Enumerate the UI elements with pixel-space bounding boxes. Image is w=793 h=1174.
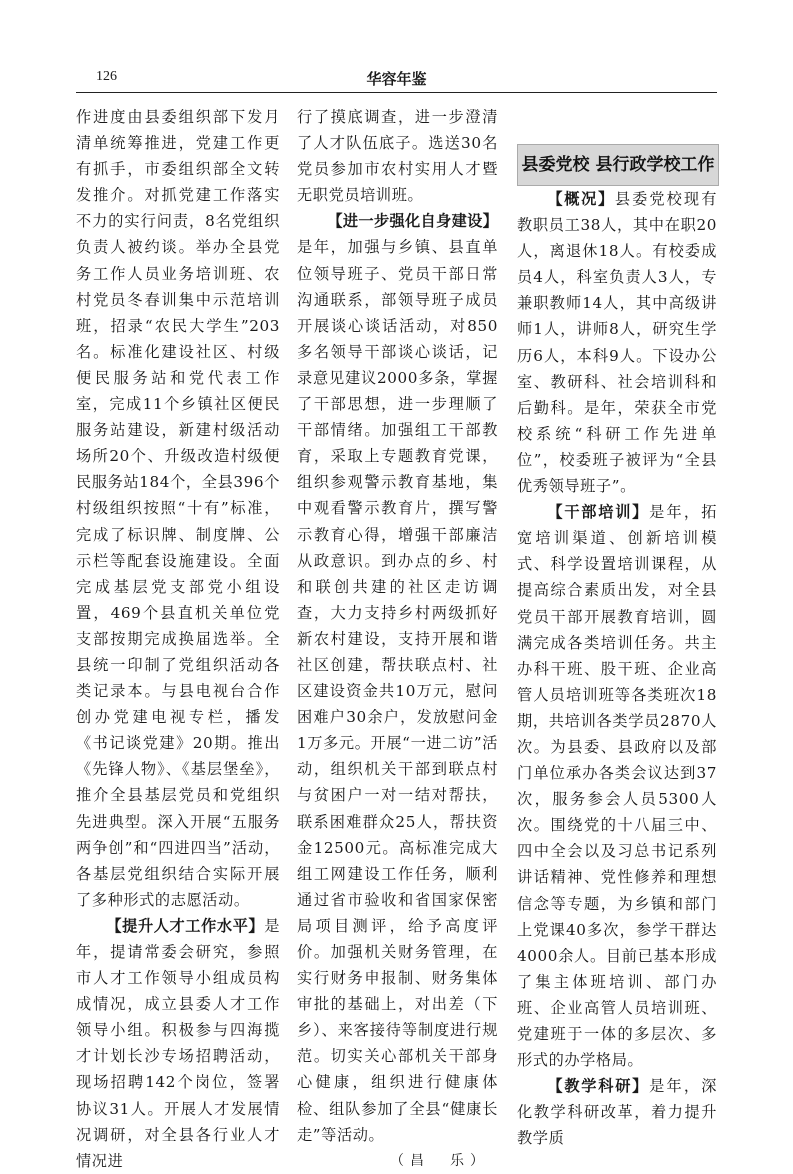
paragraph-text: 是年，提请常委会研究，参照市人才工作领导小组成员构成情况，成立县委人才工作领导小组。积极参与四海揽才计划长沙专场招聘活动，现场招聘142个岗位，签署协议31人。开展人才发展情况调研，对全县各行业人才情况进: [76, 916, 280, 1170]
paragraph: [517, 499, 717, 1073]
running-title: 华容年鉴: [366, 70, 427, 88]
paragraph: 行了摸底调查，进一步澄清了人才队伍底子。选送30名党员参加市农村实用人才暨无职党员培训班。: [297, 108, 498, 205]
section-keyword: 【进一步强化自身建设】: [327, 212, 498, 231]
section-keyword: 【提升人才工作水平】: [106, 916, 265, 935]
header-rule: [76, 92, 717, 93]
paragraph-text: 是年，深化教学科研改革，着力提升教学质: [517, 1077, 717, 1148]
section-title-box: 县委党校 县行政学校工作: [517, 144, 719, 186]
paragraph: [517, 1073, 717, 1151]
paragraph-text: 县委党校现有教职员工38人，其中在职20人，离退休18人。有校委成员4人，科室负责人3人，专兼职教师14人，其中高级讲师1人，讲师8人，研究生学历6人，本科9人。下设办公室、教研科、社会培训科和后勤科。是年，荣获全市党校系统“科研工作先进单位”，校委班子被评为“全县优秀领导班子”。: [517, 190, 717, 496]
paragraph: [297, 208, 498, 1147]
paragraph-text: 是年，加强与乡镇、县直单位领导班子、党员干部日常沟通联系，部领导班子成员开展谈心谈话活动，对850多名领导干部谈心谈话，记录意见建议2000多条，掌握了干部思想，进一步理顺了干部情绪。加强组工干部教育，采取上专题教育党课，组织参观警示教育基地，集中观看警示教育片，撰写警示教育心得，增强干部廉洁从政意识。到办点的乡、村和联创共建的社区走访调查，大力支持乡村两级抓好新农村建设，支持开展和谐社区创建，帮扶联点村、社区建设资金共10万元，慰问困难户30余户，发放慰问金1万多元。开展“一进二访”活动，组织机关干部到联点村与贫困户一对一结对帮扶，联系困难群众25人，帮扶资金12500元。高标准完成大组工网建设工作任务，顺利通过省市验收和省国家保密局项目测评，给予高度评价。加强机关财务管理，在实行财务申报制、财务集体审批的基础上，对出差（下乡）、来客接待等制度进行规范。切实关心部机关干部身心健康，组织进行健康体检、组队参加了全县“健康长走”等活动。: [297, 238, 498, 1144]
section-keyword: 【教学科研】: [547, 1077, 650, 1096]
column-1: [76, 104, 280, 1174]
paragraph: 作进度由县委组织部下发月清单统筹推进，党建工作更有抓手，市委组织部全文转发推介。对抓党建工作落实不力的实行问责，8名党组织负责人被约谈。举办全县党务工作人员业务培训班、农村党员冬春训集中示范培训班，招录“农民大学生”203名。标准化建设社区、村级便民服务站和党代表工作室，完成11个乡镇社区便民服务站建设，新建村级活动场所20个、升级改造村级便民服务站184个，全县396个村级组织按照“十有”标准，完成了标识牌、制度牌、公示栏等配套设施建设。全面完成基层党支部党小组设置，469个县直机关单位党支部按期完成换届选举。全县统一印制了党组织活动各类记录本。与县电视台合作创办党建电视专栏，播发《书记谈党建》20期。推出《先锋人物》、《基层堡垒》，推介全县基层党员和党组织先进典型。深入开展“五服务两争创”和“四进四当”活动，各基层党组织结合实际开展了多种形式的志愿活动。: [76, 108, 280, 909]
column-3: [517, 104, 717, 1151]
paragraph: [76, 913, 280, 1174]
section-keyword: 【概况】: [547, 190, 615, 208]
paragraph-text: 是年，拓宽培训渠道、创新培训模式、科学设置培训课程，从提高综合素质出发，对全县党员干部开展教育培训，圆满完成各类培训任务。共主办科干班、股干班、企业高管人员培训班等各类班次18期，共培训各类学员2870人次。为县委、县政府以及部门单位承办各类会议达到37次，服务参会人员5300人次。围绕党的十八届三中、四中全会以及习总书记系列讲话精神、党性修养和理想信念等专题，为乡镇和部门上党课40多次，参学干群达4000余人。目前已基本形成了集主体班培训、部门办班、企业高管人员培训班、党建班于一体的多层次、多形式的办学格局。: [517, 503, 717, 1070]
paragraph: [517, 186, 717, 499]
column-2: [297, 104, 498, 1174]
section-keyword: 【干部培训】: [547, 503, 650, 522]
page-number: 126: [96, 69, 117, 84]
author-signature: （昌 乐）: [390, 1152, 490, 1169]
